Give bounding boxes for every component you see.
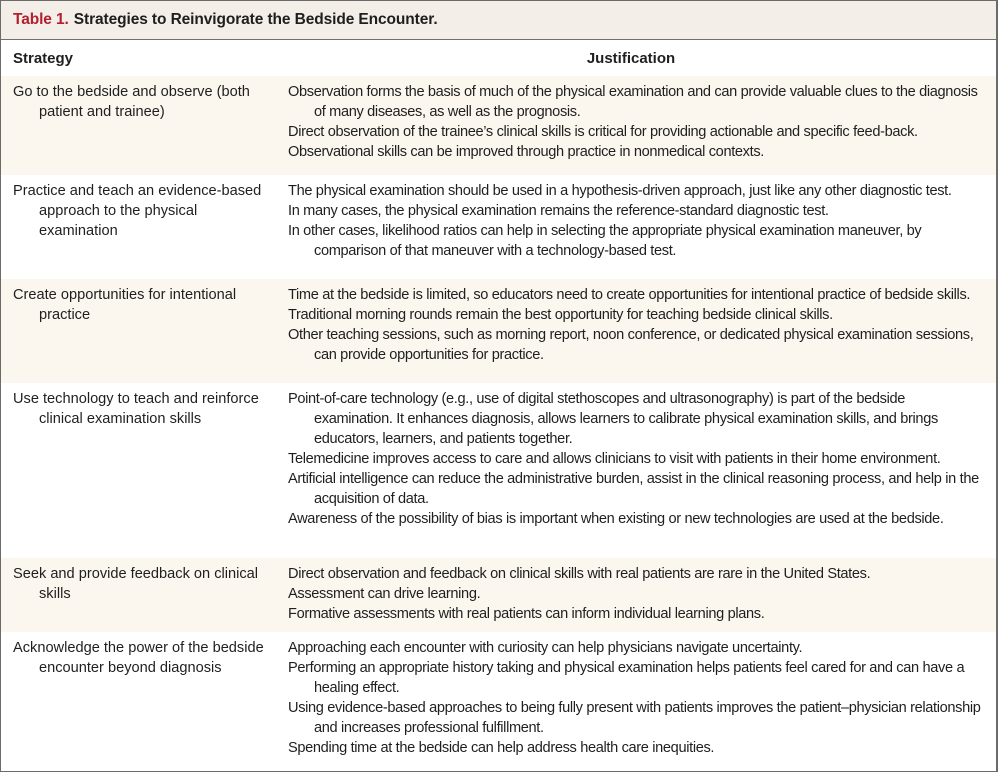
justification-item: Other teaching sessions, such as morning report, noon conference, or dedicated physical examination sessions, can provide opportunities for practice. <box>288 327 974 363</box>
column-header-justification: Justification <box>586 49 676 67</box>
table-title-bar <box>1 1 996 40</box>
strategy-cell: Acknowledge the power of the bedside encounter beyond diagnosis <box>13 640 264 676</box>
justification-item: Assessment can drive learning. <box>288 586 481 602</box>
justification-item: Direct observation of the trainee’s clinical skills is critical for providing actionable and specific feed-back. <box>288 124 918 140</box>
justification-item: Performing an appropriate history taking and physical examination helps patients feel cared for and can have a healing effect. <box>288 660 965 696</box>
justification-item: Using evidence-based approaches to being fully present with patients improves the patient–physician relationship and increases professional fulfillment. <box>288 700 981 736</box>
justification-item: Observational skills can be improved through practice in nonmedical contexts. <box>288 144 764 160</box>
column-header-strategy: Strategy <box>13 49 74 67</box>
table-row <box>1 558 996 632</box>
justification-item: Traditional morning rounds remain the best opportunity for teaching bedside clinical skills. <box>288 307 833 323</box>
strategy-cell: Create opportunities for intentional practice <box>13 287 237 323</box>
table-row <box>1 76 996 175</box>
column-headers <box>1 40 996 76</box>
justification-item: In many cases, the physical examination remains the reference-standard diagnostic test. <box>288 203 829 219</box>
table-row <box>1 279 996 383</box>
strategy-cell: Go to the bedside and observe (both patient and trainee) <box>13 84 250 120</box>
justification-item: Approaching each encounter with curiosity can help physicians navigate uncertainty. <box>288 640 803 656</box>
justification-item: Awareness of the possibility of bias is important when existing or new technologies are used at the bedside. <box>288 511 944 527</box>
table-title: Strategies to Reinvigorate the Bedside Encounter. <box>73 11 438 28</box>
justification-item: Telemedicine improves access to care and allows clinicians to visit with patients in their home environment. <box>288 451 941 467</box>
justification-item: Spending time at the bedside can help address health care inequities. <box>288 740 715 756</box>
justification-item: In other cases, likelihood ratios can help in selecting the appropriate physical examination maneuver, by comparison of that maneuver with a technology-based test. <box>288 223 922 259</box>
table-row <box>1 175 996 279</box>
justification-item: Formative assessments with real patients can inform individual learning plans. <box>288 606 765 622</box>
table-label: Table 1. <box>13 11 69 28</box>
table-row <box>1 632 996 760</box>
justification-item: Observation forms the basis of much of the physical examination and can provide valuable clues to the diagnosis of many diseases, as well as the prognosis. <box>288 84 978 120</box>
strategy-cell: Practice and teach an evidence-based approach to the physical examination <box>13 183 262 239</box>
justification-item: Direct observation and feedback on clinical skills with real patients are rare in the United States. <box>288 566 871 582</box>
justification-item: Point-of-care technology (e.g., use of digital stethoscopes and ultrasonography) is part of the bedside examination. It enhances diagnosis, allows learners to calibrate physical examination skills, and brings educators, learners, and patients together. <box>288 391 938 447</box>
table-row <box>1 383 996 558</box>
strategy-cell: Seek and provide feedback on clinical skills <box>13 566 259 602</box>
justification-item: The physical examination should be used in a hypothesis-driven approach, just like any other diagnostic test. <box>288 183 952 199</box>
justification-item: Artificial intelligence can reduce the administrative burden, assist in the clinical reasoning process, and help in the acquisition of data. <box>288 471 979 507</box>
strategy-cell: Use technology to teach and reinforce clinical examination skills <box>13 391 259 427</box>
justification-item: Time at the bedside is limited, so educators need to create opportunities for intentional practice of bedside skills. <box>288 287 971 303</box>
